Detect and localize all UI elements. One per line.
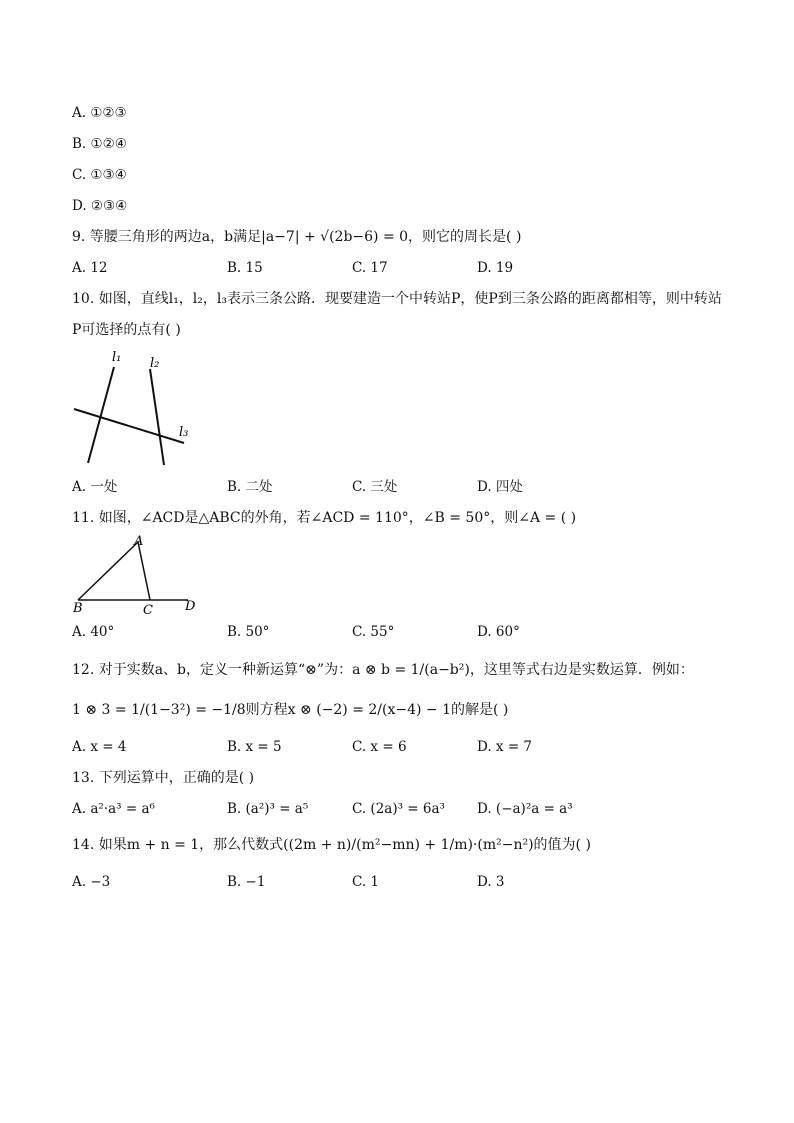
option-c: C. 17 [352, 260, 388, 276]
option-c: C. 55° [352, 624, 395, 640]
option-a: A. 一处 [72, 479, 118, 495]
option-a: A. 12 [72, 260, 108, 276]
line-l3 [74, 409, 184, 443]
choice-a: A. ①②③ [72, 105, 127, 121]
question-11-options [72, 623, 712, 641]
question-12-stem-line1: 12. 对于实数a、b，定义一种新运算“⊗”为：a ⊗ b = 1/(a−b²)，这里等式右边是实数运算．例如： [72, 662, 694, 678]
option-b: B. x = 5 [227, 739, 282, 755]
option-b: B. 二处 [227, 479, 273, 495]
option-d: D. 四处 [477, 479, 523, 495]
choice-b: B. ①②④ [72, 136, 127, 152]
question-10-stem-line1: 10. 如图，直线l₁，l₂，l₃表示三条公路．现要建造一个中转站P，使P到三条公路的距离都相等，则中转站 [72, 291, 722, 307]
option-c: C. 三处 [352, 479, 398, 495]
label-l3: l₃ [179, 425, 189, 440]
option-c: C. 1 [352, 874, 380, 890]
question-12-options [72, 738, 712, 756]
option-c: C. x = 6 [352, 739, 407, 755]
question-13-options [72, 800, 712, 818]
label-b: B [73, 601, 83, 616]
option-b: B. −1 [227, 874, 266, 890]
question-10-options [72, 478, 712, 496]
label-l2: l₂ [150, 356, 160, 371]
option-a: A. −3 [72, 874, 111, 890]
option-d: D. 19 [477, 260, 514, 276]
option-d: D. x = 7 [477, 739, 533, 755]
option-d: D. (−a)²a = a³ [477, 801, 573, 817]
option-a: A. 40° [72, 624, 115, 640]
label-c: C [143, 603, 153, 616]
choice-d: D. ②③④ [72, 198, 128, 214]
option-a: A. a²·a³ = a⁶ [72, 801, 155, 817]
option-b: B. 50° [227, 624, 270, 640]
option-d: D. 60° [477, 624, 520, 640]
question-14-stem: 14. 如果m + n = 1，那么代数式((2m + n)/(m²−mn) + 1/m)·(m²−n²)的值为( ) [72, 837, 591, 853]
triangle-abc [78, 542, 150, 600]
question-12-stem-line2: 1 ⊗ 3 = 1/(1−3²) = −1/8则方程x ⊗ (−2) = 2/(x−4) − 1的解是( ) [72, 702, 509, 718]
question-13-stem: 13. 下列运算中，正确的是( ) [72, 770, 255, 786]
label-l1: l₁ [112, 350, 122, 365]
question-9-stem: 9. 等腰三角形的两边a，b满足|a−7| + √(2b−6) = 0，则它的周长是( ) [72, 229, 522, 245]
option-c: C. (2a)³ = 6a³ [352, 801, 445, 817]
option-b: B. (a²)³ = a⁵ [227, 801, 309, 817]
question-9-options [72, 259, 712, 277]
option-d: D. 3 [477, 874, 505, 890]
line-l2 [150, 369, 164, 465]
triangle-figure [70, 534, 210, 616]
label-d: D [185, 599, 196, 614]
three-lines-figure-overlay [70, 345, 200, 467]
option-b: B. 15 [227, 260, 263, 276]
option-a: A. x = 4 [72, 739, 127, 755]
question-14-options [72, 873, 712, 891]
label-a: A [134, 534, 144, 549]
question-10-stem-line2: P可选择的点有( ) [72, 322, 181, 338]
choice-c: C. ①③④ [72, 167, 127, 183]
question-11-stem: 11. 如图，∠ACD是△ABC的外角，若∠ACD = 110°，∠B = 50°，则∠A = ( ) [72, 510, 577, 526]
